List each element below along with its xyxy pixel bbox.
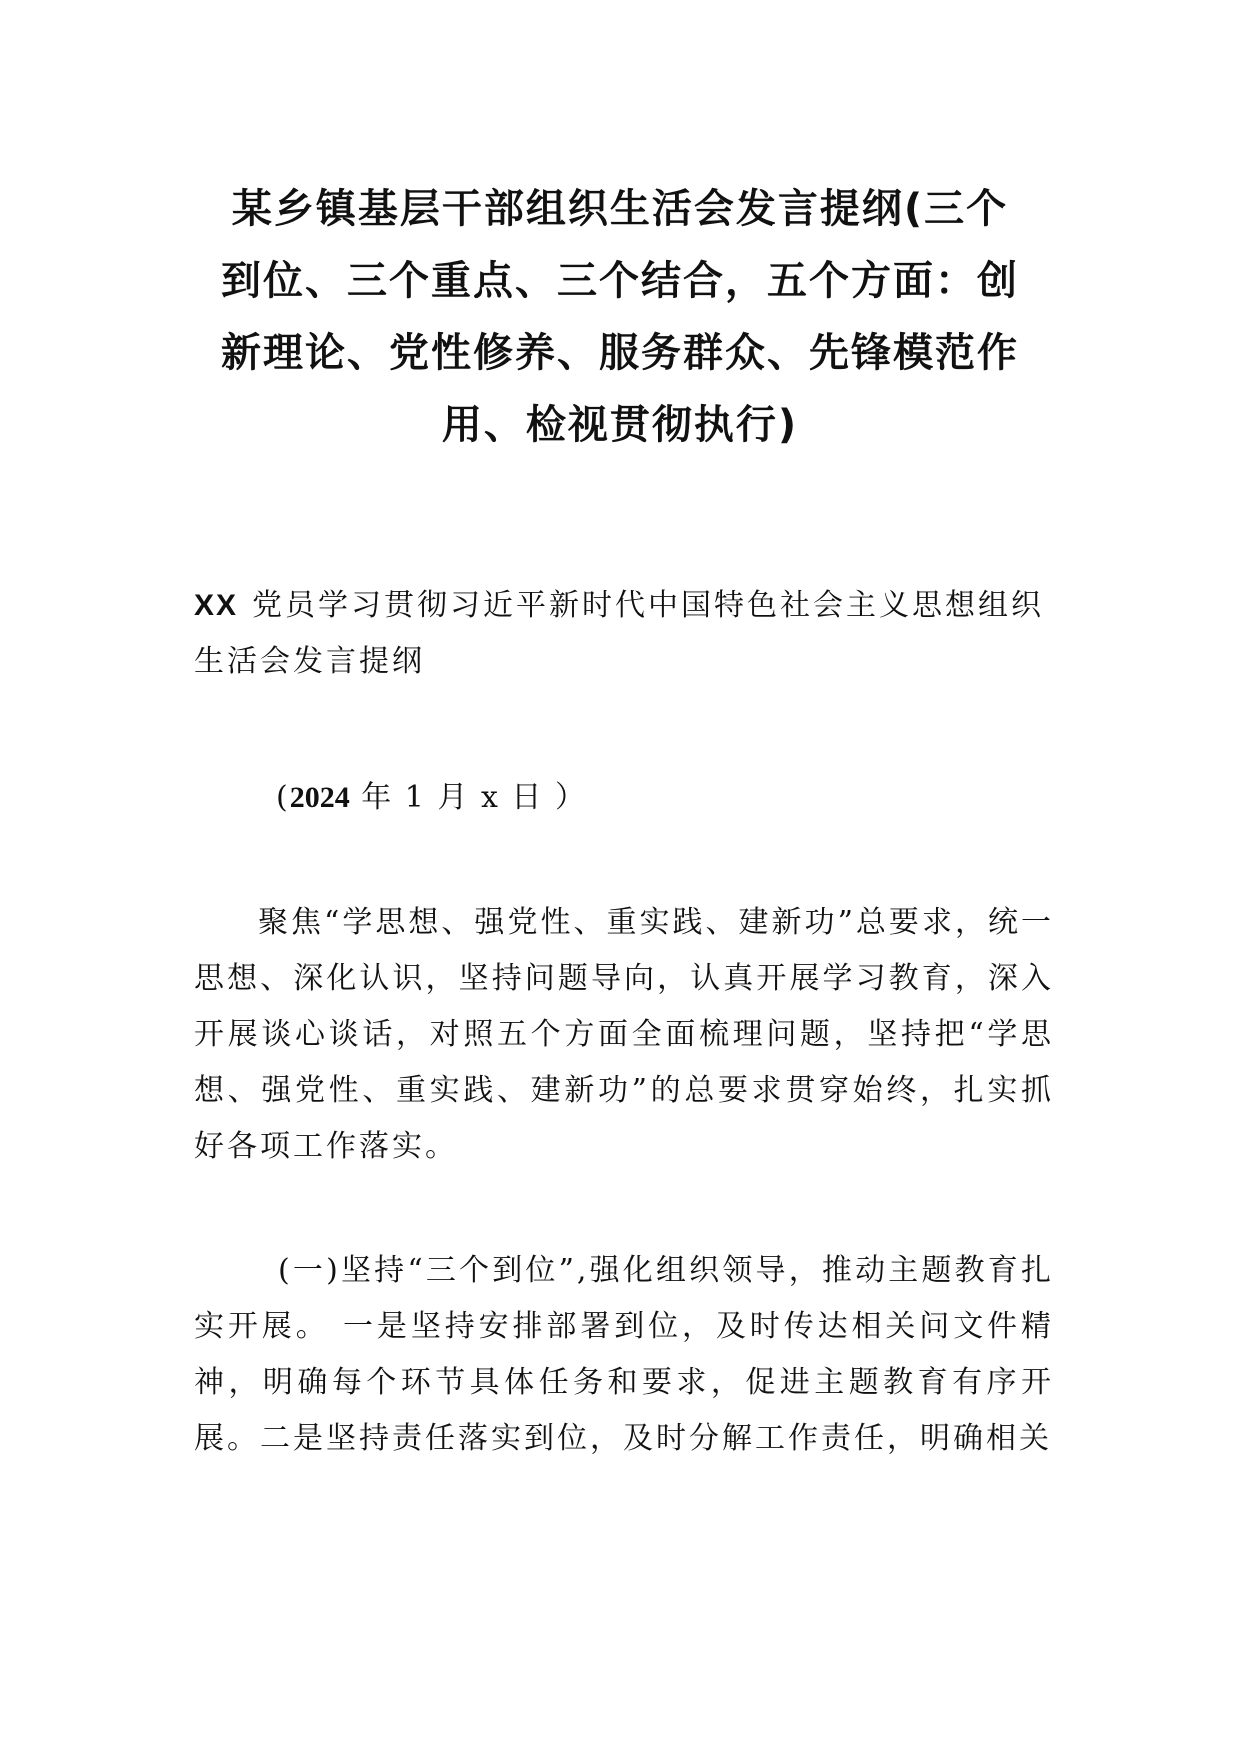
subtitle-text: 党员学习贯彻习近平新时代中国特色社会主义思想组织生活会发言提纲 (194, 588, 1045, 679)
section-one-paragraph: (一)坚持“三个到位”,强化组织领导，推动主题教育扎实开展。 一是坚持安排部署到位，及时传达相关问文件精神，明确每个环节具体任务和要求，促进主题教育有序开展。二是坚持责任落实到位，及时分解工作责任，明确相关 (194, 1253, 1054, 1456)
title-line: 到位、三个重点、三个结合，五个方面：创 (221, 258, 1019, 304)
document-date (276, 770, 587, 826)
date-rest: 年 1 月 x 日 ） (349, 780, 587, 815)
date-open-paren: ( (276, 780, 290, 815)
subtitle-prefix: XX (194, 589, 239, 622)
document-title (190, 173, 1050, 461)
date-year: 2024 (289, 781, 350, 814)
title-line: 新理论、党性修养、服务群众、先锋模范作 (221, 330, 1019, 376)
title-line: 某乡镇基层干部组织生活会发言提纲(三个 (231, 186, 1009, 232)
title-line: 用、检视贯彻执行) (441, 402, 799, 448)
intro-paragraph: 聚焦“学思想、强党性、重实践、建新功”总要求，统一思想、深化认识，坚持问题导向，认真开展学习教育，深入开展谈心谈话，对照五个方面全面梳理问题，坚持把“学思想、强党性、重实践、建新功”的总要求贯穿始终，扎实抓好各项工作落实。 (194, 905, 1054, 1164)
document-subtitle (194, 578, 1054, 690)
